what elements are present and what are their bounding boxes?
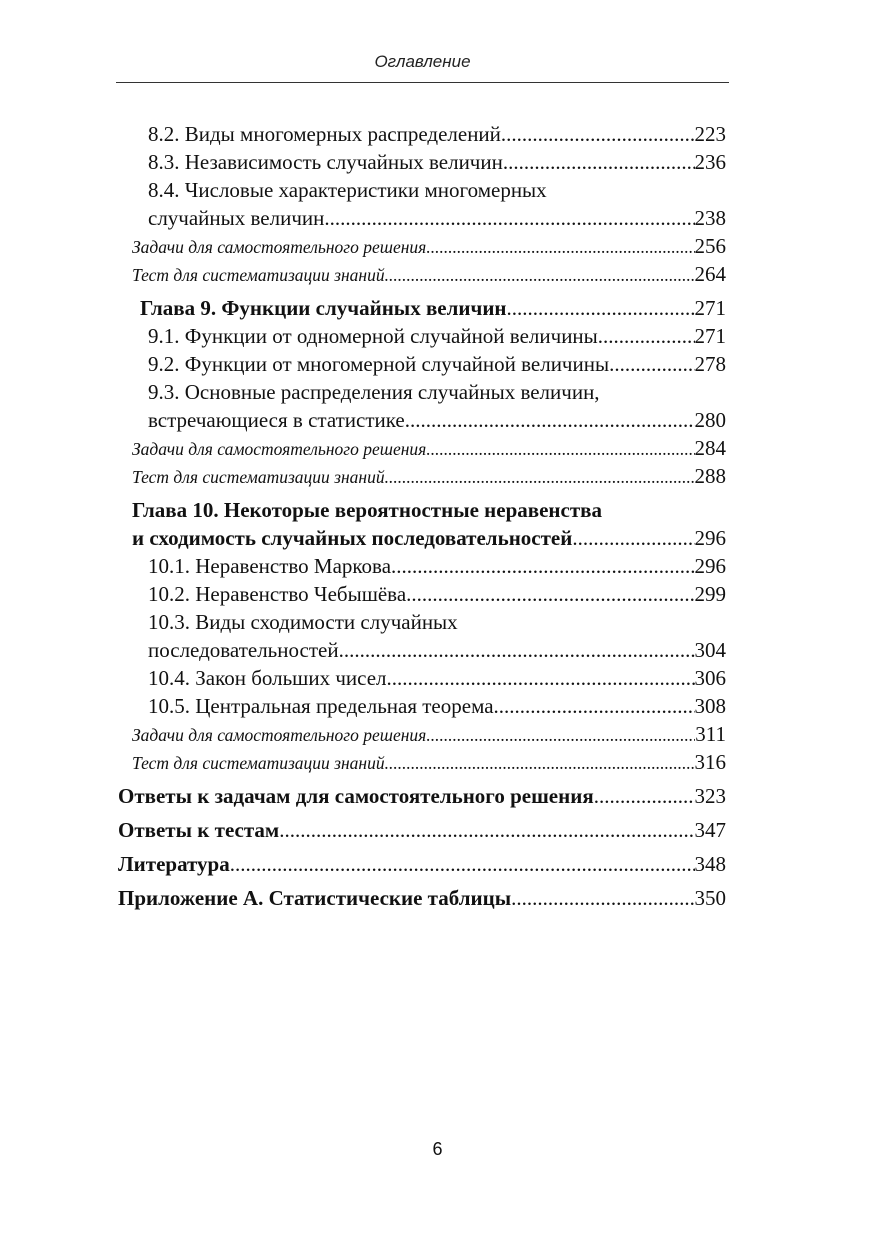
leader-dots	[426, 721, 695, 748]
toc-entry[interactable]	[0, 580, 726, 608]
toc-entry-tasks[interactable]	[0, 720, 726, 748]
leader-dots	[391, 552, 694, 580]
toc-top-title: Литература	[118, 852, 230, 876]
toc-entry[interactable]	[0, 120, 726, 148]
toc-entry-page: 236	[694, 150, 726, 174]
leader-dots	[324, 204, 694, 232]
leader-dots	[426, 233, 694, 260]
toc-entry[interactable]	[0, 552, 726, 580]
leader-dots	[385, 749, 695, 776]
toc-entry-page: 280	[694, 408, 726, 432]
toc-entry-title: 10.1. Неравенство Маркова	[148, 554, 392, 578]
toc-entry-page: 299	[694, 582, 726, 606]
toc-entry[interactable]	[0, 148, 726, 176]
leader-dots	[572, 524, 694, 552]
toc-entry-title-line1: 8.4. Числовые характеристики многомерных	[148, 178, 547, 202]
leader-dots	[406, 580, 694, 608]
leader-dots	[503, 148, 695, 176]
toc-entry-test[interactable]	[0, 748, 726, 776]
leader-dots	[598, 322, 695, 350]
toc-entry-page: 316	[694, 750, 726, 774]
toc-entry-title: Задачи для самостоятельного решения	[132, 725, 427, 745]
leader-dots	[385, 261, 695, 288]
toc-entry-title-line1: 10.3. Виды сходимости случайных	[148, 610, 458, 634]
toc-top-title: Ответы к задачам для самостоятельного решения	[118, 784, 594, 808]
toc-entry-title: 8.3. Независимость случайных величин	[148, 150, 503, 174]
toc-entry-page: 223	[694, 122, 726, 146]
leader-dots	[511, 884, 694, 912]
toc-entry-tasks[interactable]	[0, 434, 726, 462]
toc-entry[interactable]	[0, 406, 726, 434]
toc-top-title: Приложение А. Статистические таблицы	[118, 886, 512, 910]
toc-entry-page: 278	[694, 352, 726, 376]
leader-dots	[230, 850, 695, 878]
toc-entry-page: 347	[694, 818, 726, 842]
toc-entry[interactable]	[0, 692, 726, 720]
leader-dots	[385, 463, 695, 490]
toc-entry-page: 296	[694, 554, 726, 578]
toc-entry-first-line[interactable]	[0, 608, 726, 636]
toc-entry-title: Тест для систематизации знаний	[132, 753, 385, 773]
leader-dots	[609, 350, 694, 378]
toc-entry-title: Задачи для самостоятельного решения	[132, 439, 427, 459]
toc-entry-title: 10.4. Закон больших чисел	[148, 666, 387, 690]
toc-entry-title: 10.2. Неравенство Чебышёва	[148, 582, 407, 606]
toc-chapter-first-line[interactable]	[0, 496, 726, 524]
toc-entry-tasks[interactable]	[0, 232, 726, 260]
toc-entry-title: последовательностей	[148, 638, 339, 662]
page-number: 6	[432, 1139, 443, 1159]
toc-entry-title: Тест для систематизации знаний	[132, 265, 385, 285]
leader-dots	[279, 816, 694, 844]
toc-entry-page: 348	[694, 852, 726, 876]
toc-entry-first-line[interactable]	[0, 176, 726, 204]
toc-entry-page: 256	[694, 234, 726, 258]
toc-entry-title: встречающиеся в статистике	[148, 408, 405, 432]
leader-dots	[339, 636, 695, 664]
toc-top-title: Ответы к тестам	[118, 818, 280, 842]
toc-entry-title: 8.2. Виды многомерных распределений	[148, 122, 501, 146]
toc-entry-page: 323	[694, 784, 726, 808]
toc-chapter-title-line1: Глава 10. Некоторые вероятностные неравенства	[132, 498, 603, 522]
toc-entry-title: 10.5. Центральная предельная теорема	[148, 694, 494, 718]
table-of-contents	[0, 120, 875, 912]
toc-entry[interactable]	[0, 204, 726, 232]
leader-dots	[494, 692, 695, 720]
toc-entry-test[interactable]	[0, 462, 726, 490]
toc-entry-page: 284	[694, 436, 726, 460]
toc-entry-title: 9.2. Функции от многомерной случайной величины	[148, 352, 610, 376]
toc-chapter-title: Глава 9. Функции случайных величин	[140, 296, 507, 320]
leader-dots	[426, 435, 694, 462]
toc-entry[interactable]	[0, 636, 726, 664]
toc-entry-page: 288	[694, 464, 726, 488]
toc-top-entry[interactable]	[0, 816, 726, 844]
toc-entry-page: 264	[694, 262, 726, 286]
toc-top-entry[interactable]	[0, 884, 726, 912]
leader-dots	[387, 664, 695, 692]
toc-entry-page: 271	[694, 324, 726, 348]
toc-entry-page: 306	[694, 666, 726, 690]
toc-entry-first-line[interactable]	[0, 378, 726, 406]
toc-entry-title: Тест для систематизации знаний	[132, 467, 385, 487]
toc-entry-test[interactable]	[0, 260, 726, 288]
toc-top-entry[interactable]	[0, 850, 726, 878]
toc-entry-page: 296	[694, 526, 726, 550]
toc-entry[interactable]	[0, 664, 726, 692]
toc-entry-page: 311	[695, 722, 726, 746]
toc-entry-page: 238	[694, 206, 726, 230]
toc-entry[interactable]	[0, 322, 726, 350]
toc-chapter-entry[interactable]	[0, 294, 726, 322]
toc-entry-page: 308	[694, 694, 726, 718]
header-rule	[116, 82, 729, 83]
toc-entry-title: случайных величин	[148, 206, 325, 230]
leader-dots	[405, 406, 695, 434]
running-header: Оглавление	[374, 52, 471, 71]
leader-dots	[507, 294, 695, 322]
toc-entry-page: 304	[694, 638, 726, 662]
toc-entry-title: Задачи для самостоятельного решения	[132, 237, 427, 257]
toc-entry-title-line1: 9.3. Основные распределения случайных величин,	[148, 380, 600, 404]
toc-chapter-entry[interactable]	[0, 524, 726, 552]
toc-top-entry[interactable]	[0, 782, 726, 810]
leader-dots	[501, 120, 695, 148]
toc-entry-page: 271	[694, 296, 726, 320]
toc-entry[interactable]	[0, 350, 726, 378]
toc-entry-page: 350	[694, 886, 726, 910]
toc-entry-title: 9.1. Функции от одномерной случайной величины	[148, 324, 598, 348]
leader-dots	[594, 782, 695, 810]
toc-chapter-title: и сходимость случайных последовательностей	[132, 526, 573, 550]
